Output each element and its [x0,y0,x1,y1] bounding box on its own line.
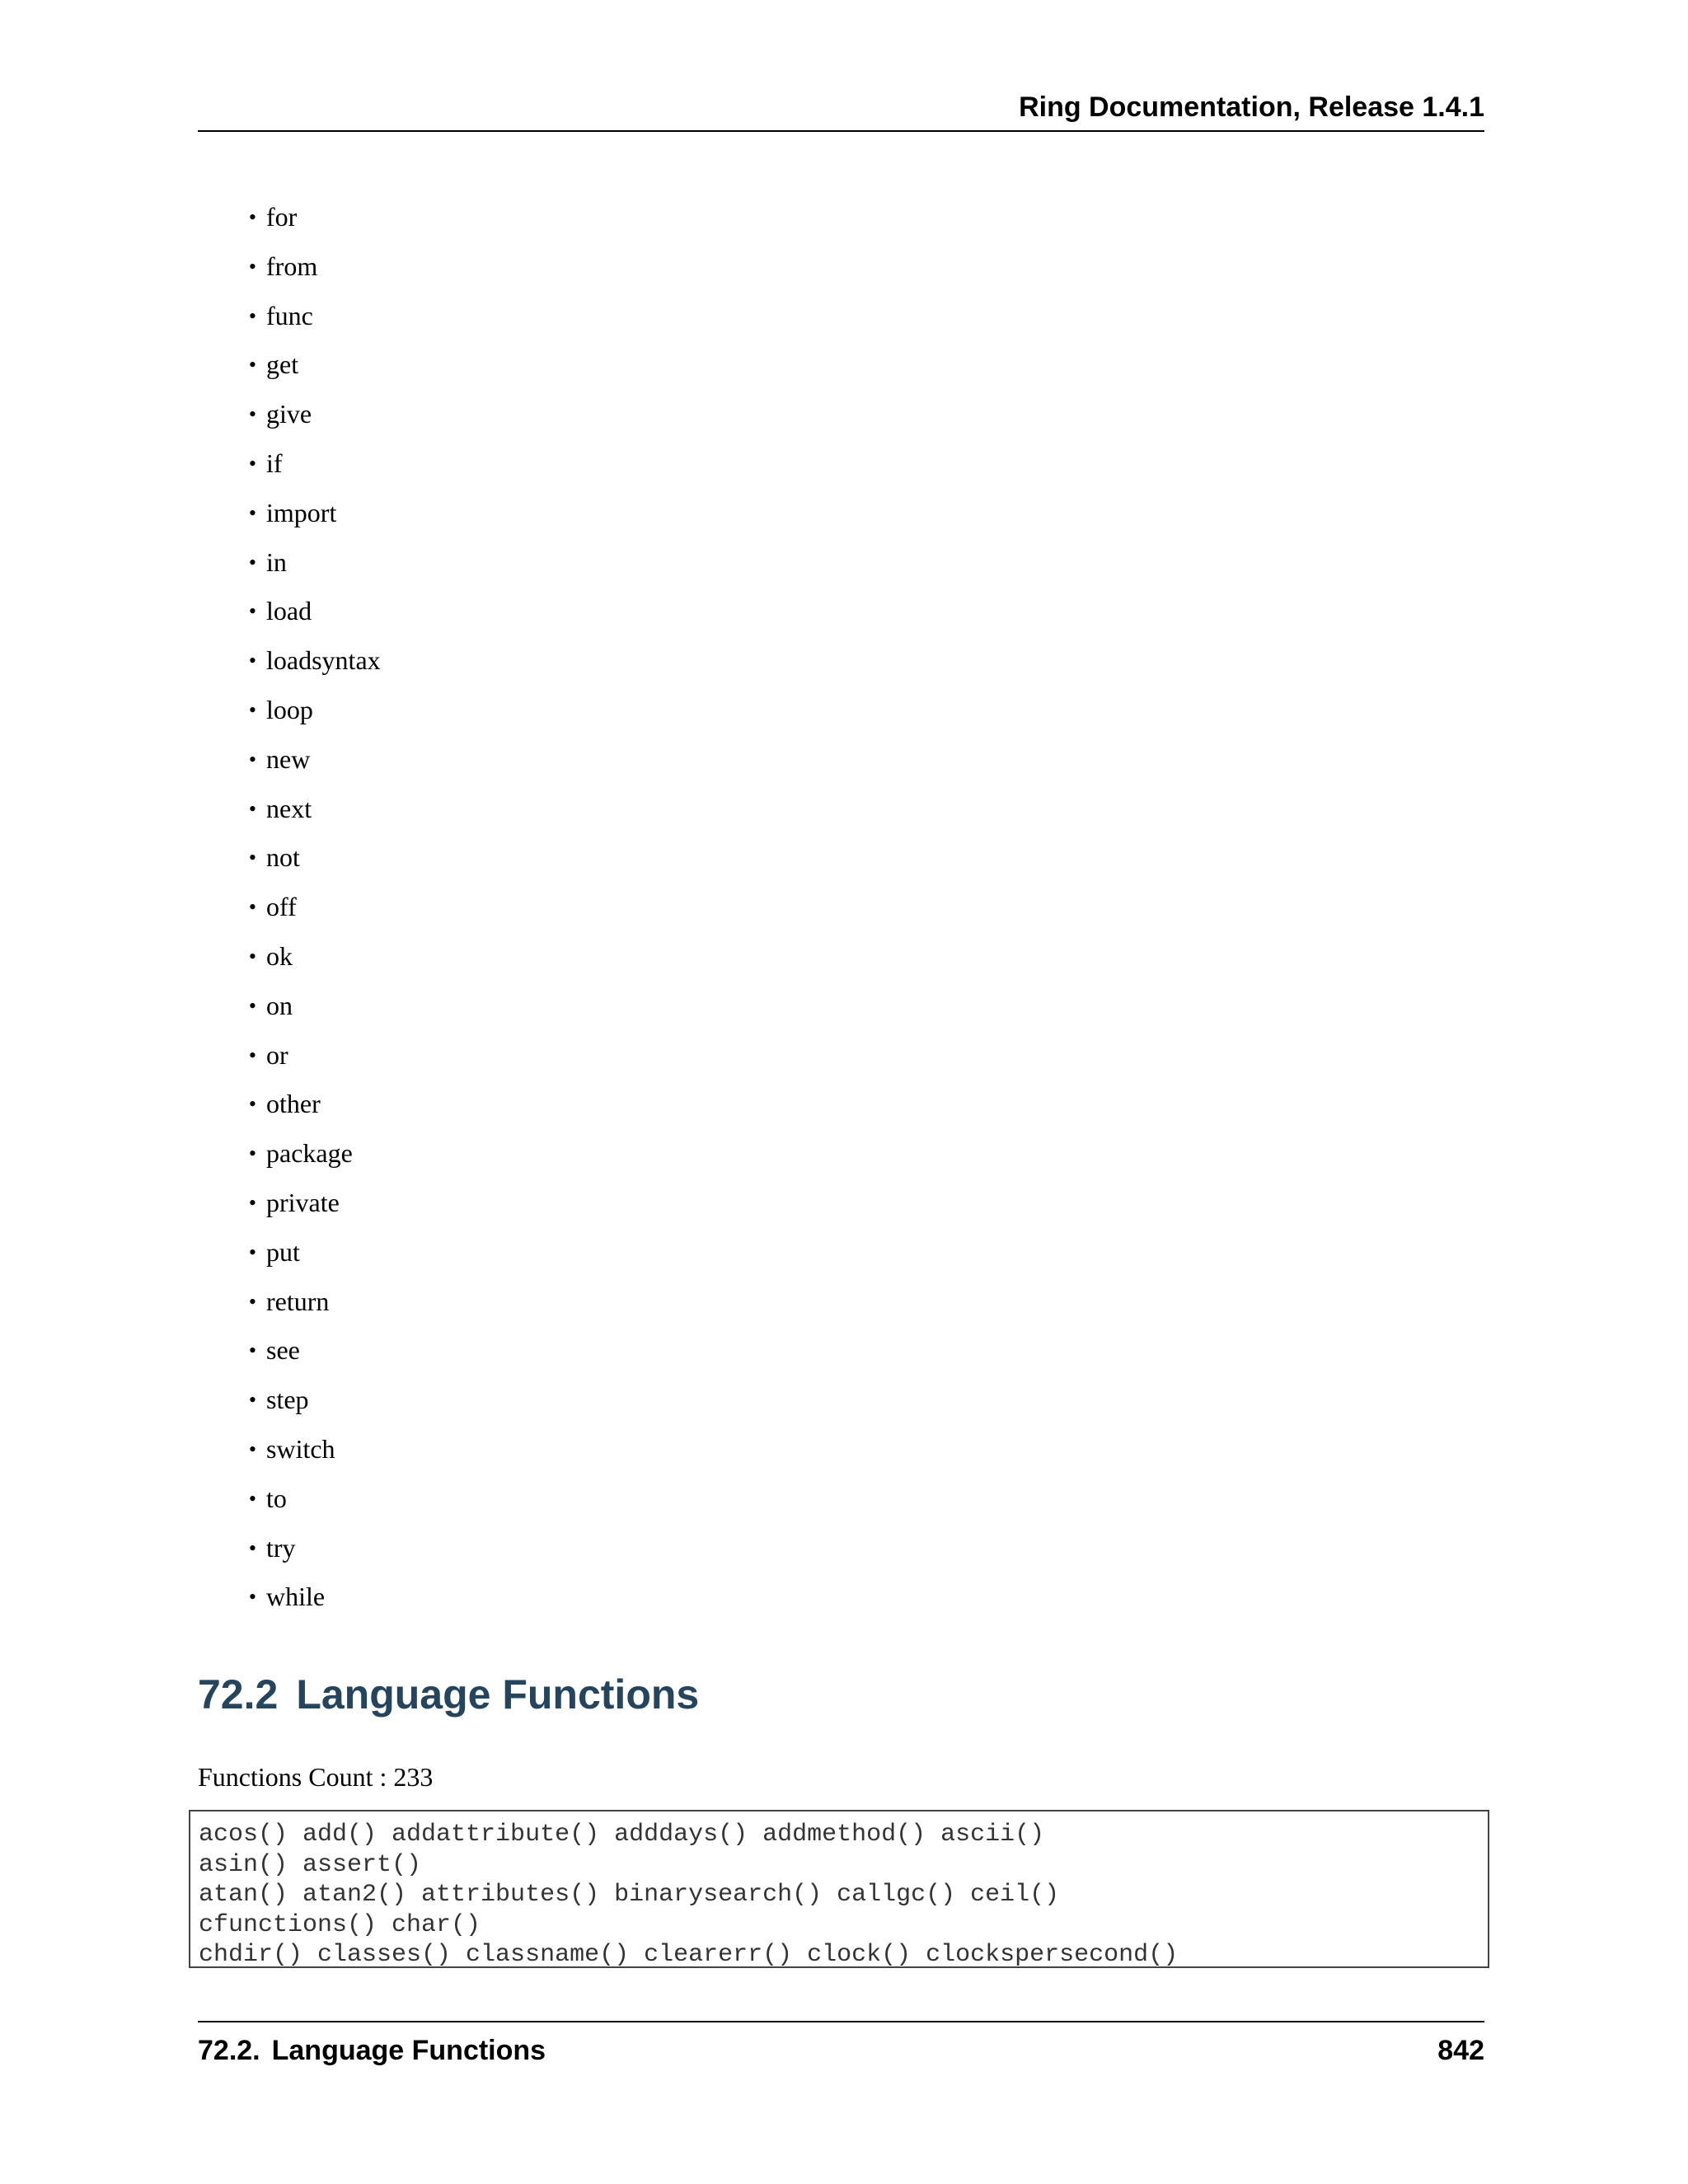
bullet-icon: • [248,550,256,574]
bullet-icon: • [248,1486,256,1511]
list-item [198,1376,381,1425]
keyword-text: in [266,546,287,577]
list-item [198,340,381,390]
page-number: 842 [1437,2035,1484,2066]
list-item [198,587,381,636]
bullet-icon: • [248,796,256,821]
keyword-text: from [266,251,318,281]
list-item [198,785,381,834]
bullet-icon: • [248,1585,256,1610]
code-line: atan() atan2() attributes() binarysearch() callgc() ceil() [199,1881,1060,1909]
list-item [198,1179,381,1228]
section-number: 72.2 [198,1671,279,1718]
bullet-icon: • [248,1141,256,1166]
list-item [198,292,381,341]
bullet-icon: • [248,353,256,377]
keyword-text: loop [266,694,313,724]
section-title: Language Functions [296,1671,700,1718]
list-item [198,1572,381,1622]
keyword-text: step [266,1385,309,1415]
list-item [198,439,381,489]
keyword-text: give [266,399,312,429]
bullet-icon: • [248,599,256,624]
keyword-text: loadsyntax [266,645,381,676]
keyword-text: ok [266,940,293,971]
keyword-text: private [266,1187,340,1217]
bullet-icon: • [248,402,256,427]
list-item [198,1031,381,1080]
bullet-icon: • [248,697,256,722]
list-item [198,538,381,588]
keyword-text: import [266,497,337,527]
code-line: cfunctions() char() [199,1910,481,1939]
keyword-text: func [266,300,313,330]
bullet-icon: • [248,1190,256,1215]
footer-section-name: Language Functions [271,2035,546,2066]
list-item [198,242,381,292]
keyword-text: try [266,1532,296,1563]
bullet-icon: • [248,254,256,279]
keyword-text: while [266,1582,326,1612]
keyword-text: package [266,1138,353,1169]
keyword-text: next [266,793,312,823]
list-item [198,1326,381,1376]
bullet-icon: • [248,500,256,525]
keyword-text: off [266,892,297,922]
bullet-icon: • [248,1436,256,1461]
keyword-text: new [266,743,311,774]
bullet-icon: • [248,747,256,771]
bullet-icon: • [248,1388,256,1413]
section-heading [198,1670,699,1719]
list-item [198,1129,381,1179]
keyword-text: to [266,1483,287,1513]
list-item [198,193,381,242]
keyword-text: put [266,1236,300,1267]
code-line: asin() assert() [199,1850,422,1879]
code-line: chdir() classes() classname() clearerr() clock() clockspersecond() [199,1941,1179,1969]
list-item [198,390,381,439]
bullet-icon: • [248,1289,256,1314]
list-item [198,1080,381,1129]
keyword-text: or [266,1039,288,1070]
keyword-text: switch [266,1433,335,1464]
keyword-text: other [266,1089,321,1119]
page-header [198,91,1484,132]
list-item [198,982,381,1031]
bullet-icon: • [248,1535,256,1560]
code-line: acos() add() addattribute() adddays() addmethod() ascii() [199,1821,1045,1849]
list-item [198,686,381,735]
page-footer [198,2021,1484,2072]
list-item [198,1228,381,1277]
bullet-icon: • [248,1240,256,1264]
list-item [198,489,381,538]
keyword-text: get [266,349,299,380]
bullet-icon: • [248,1043,256,1067]
list-item [198,1277,381,1327]
list-item [198,883,381,932]
list-item [198,932,381,982]
bullet-icon: • [248,944,256,968]
footer-section-title [198,2034,546,2067]
footer-section-number: 72.2. [198,2035,260,2066]
keyword-text: on [266,990,293,1020]
functions-count: Functions Count : 233 [198,1762,434,1792]
keyword-text: see [266,1335,300,1366]
bullet-icon: • [248,895,256,920]
keyword-text: return [266,1286,330,1316]
bullet-icon: • [248,451,256,476]
keyword-text: for [266,202,298,232]
bullet-icon: • [248,303,256,328]
list-item [198,636,381,686]
bullet-icon: • [248,649,256,673]
document-title: Ring Documentation, Release 1.4.1 [1019,91,1484,123]
list-item [198,1474,381,1524]
bullet-icon: • [248,993,256,1018]
keyword-list [198,193,381,1622]
list-item [198,833,381,883]
list-item [198,1425,381,1474]
bullet-icon: • [248,846,256,870]
list-item [198,1524,381,1573]
keyword-text: not [266,842,300,873]
keyword-text: load [266,596,312,626]
bullet-icon: • [248,1338,256,1363]
list-item [198,735,381,785]
bullet-icon: • [248,205,256,229]
code-block [189,1810,1489,1968]
keyword-text: if [266,448,283,478]
bullet-icon: • [248,1092,256,1117]
